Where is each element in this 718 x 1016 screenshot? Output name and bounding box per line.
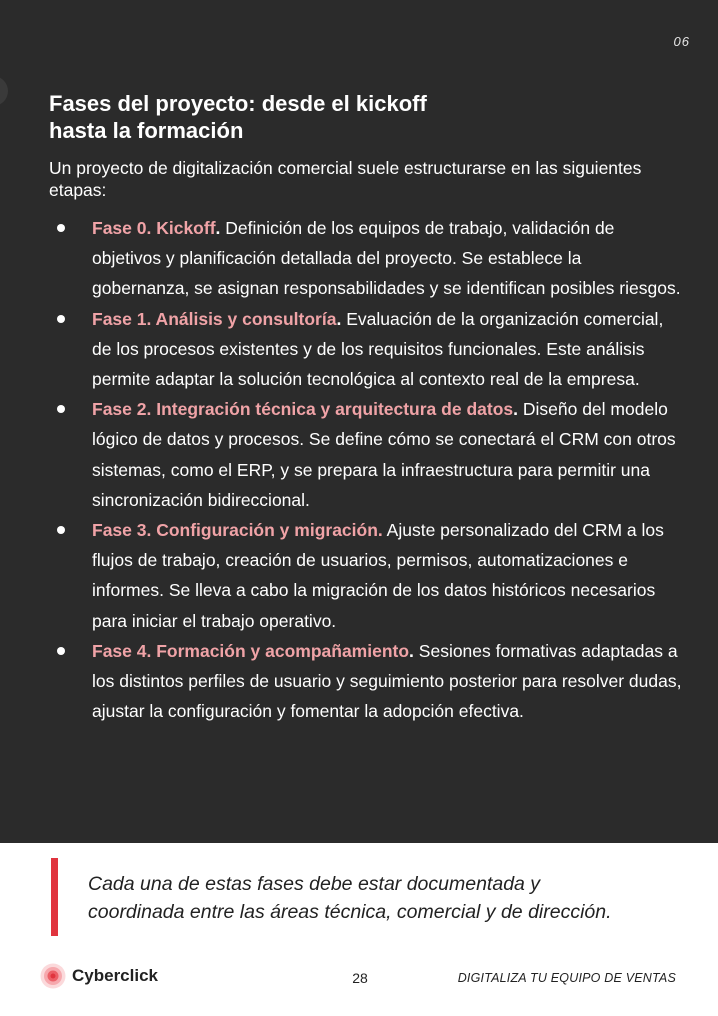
callout-quote (88, 870, 698, 926)
phase-description: Evaluación de la organización comercial, de los procesos existentes y de los requisitos funcionales. Este análisis permite adaptar la solución tecnológica al contexto real de la empresa. (92, 308, 664, 390)
section-number: 06 (673, 34, 690, 49)
phase-title: Fase 1. Análisis y consultoría (92, 308, 337, 329)
decorative-circle (0, 76, 8, 106)
phase-title-punct: . (409, 640, 414, 661)
list-item (57, 304, 682, 395)
phase-title-punct: . (215, 218, 221, 238)
phase-title: Fase 0. Kickoff (92, 218, 216, 238)
phase-title-punct: . (336, 308, 342, 329)
phase-title: Fase 2. Integración técnica y arquitectura de datos (92, 399, 514, 420)
phase-description: Diseño del modelo lógico de datos y procesos. Se define cómo se conectará el CRM con otros sistemas, como el ERP, y se prepara la infraestructura para permitir una sincronización bidireccional. (92, 399, 676, 510)
intro-paragraph: Un proyecto de digitalización comercial suele estructurarse en las siguientes etapas: (49, 158, 642, 200)
section-title-line-2: hasta la formación (49, 118, 244, 143)
list-item (57, 515, 682, 636)
phase-description: Definición de los equipos de trabajo, validación de objetivos y planificación detallada del proyecto. Se establece la gobernanza, se asignan responsabilidades y se identifican posibles riesgos. (92, 218, 681, 299)
phase-list (57, 213, 682, 726)
logo-wordmark: Cyberclick (72, 966, 158, 985)
bullet-icon (57, 405, 65, 413)
page-number: 28 (352, 970, 368, 986)
section-title-line-1: Fases del proyecto: desde el kickoff (49, 91, 427, 116)
section-title (49, 90, 609, 144)
list-item (57, 394, 682, 515)
cyberclick-logo (40, 963, 158, 989)
callout-line-1: Cada una de estas fases debe estar documentada y (88, 873, 541, 895)
callout-line-2: coordinada entre las áreas técnica, comercial y de dirección. (88, 901, 612, 923)
list-item (57, 213, 682, 304)
callout-accent-bar (51, 858, 58, 936)
phase-title-punct: . (513, 399, 518, 420)
list-item (57, 636, 682, 727)
publication-title: DIGITALIZA TU EQUIPO DE VENTAS (457, 971, 676, 985)
bullet-icon (57, 315, 65, 323)
bullet-icon (57, 526, 65, 534)
phase-title: Fase 3. Configuración y migración. (92, 520, 383, 541)
phase-description: Sesiones formativas adaptadas a los distintos perfiles de usuario y seguimiento posterior para resolver dudas, ajustar la configuración y fomentar la adopción efectiva. (92, 640, 682, 722)
bullet-icon (57, 224, 65, 232)
phase-title: Fase 4. Formación y acompañamiento (92, 640, 410, 661)
target-logo-icon (40, 963, 66, 989)
phase-description: Ajuste personalizado del CRM a los flujos de trabajo, creación de usuarios, permisos, automatizaciones e informes. Se lleva a cabo la migración de los datos históricos necesarios para iniciar el trabajo operativo. (92, 520, 664, 631)
bullet-icon (57, 647, 65, 655)
